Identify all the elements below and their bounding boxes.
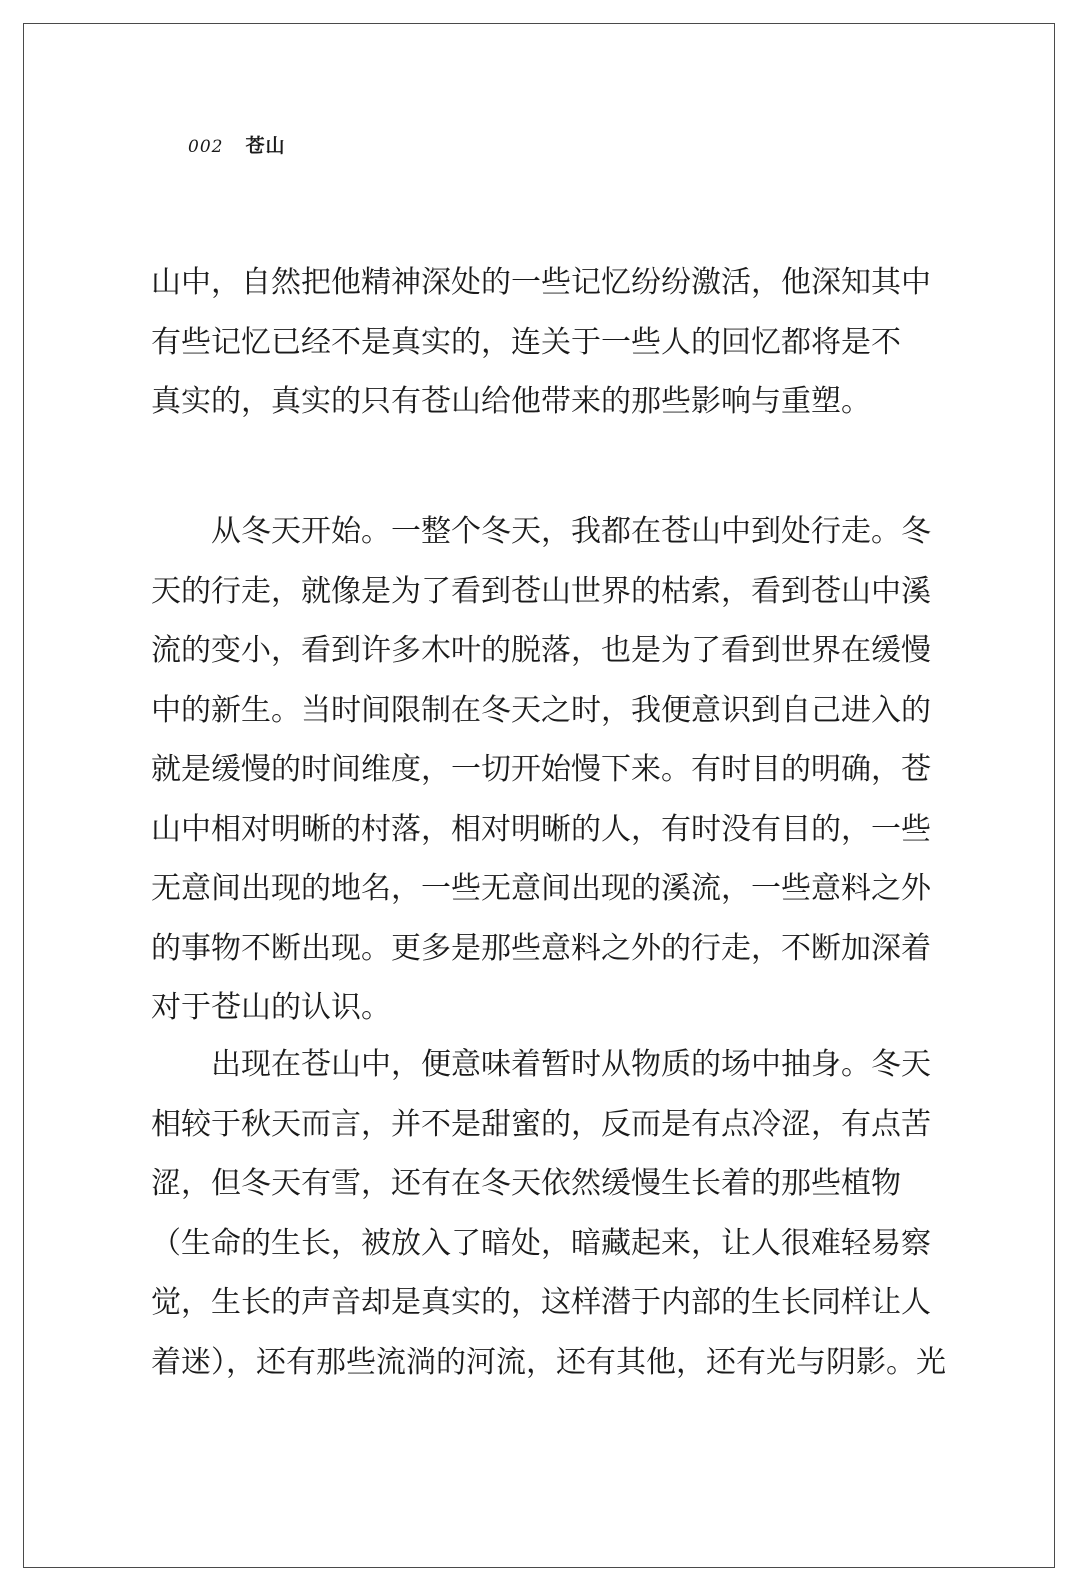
text-line: 天的行走，就像是为了看到苍山世界的枯索，看到苍山中溪 [151,573,931,609]
text-line: 中的新生。当时间限制在冬天之时，我便意识到自己进入的 [151,692,931,728]
text-line: 涩，但冬天有雪，还有在冬天依然缓慢生长着的那些植物 [151,1166,901,1201]
text-line: 觉，生长的声音却是真实的，这样潜于内部的生长同样让人 [151,1285,931,1320]
text-line: 出现在苍山中，便意味着暂时从物质的场中抽身。冬天 [211,1047,931,1082]
text-line: （生命的生长，被放入了暗处，暗藏起来，让人很难轻易察 [151,1225,931,1261]
text-line: 就是缓慢的时间维度，一切开始慢下来。有时目的明确，苍 [151,752,931,787]
paragraph-appearing-in-cangshan [151,1035,946,1392]
text-line: 真实的，真实的只有苍山给他带来的那些影响与重塑。 [151,384,871,419]
text-line: 相较于秋天而言，并不是甜蜜的，反而是有点冷涩，有点苦 [151,1106,931,1142]
text-line: 的事物不断出现。更多是那些意料之外的行走，不断加深着 [151,930,931,966]
text-line: 对于苍山的认识。 [151,990,391,1025]
text-line: 流的变小，看到许多木叶的脱落，也是为了看到世界在缓慢 [151,633,931,668]
text-line: 无意间出现的地名，一些无意间出现的溪流，一些意料之外 [151,871,931,906]
book-title: 苍山 [245,135,286,157]
page-number: 002 [188,137,224,157]
text-line: 着迷），还有那些流淌的河流，还有其他，还有光与阴影。光 [151,1344,946,1380]
text-line: 有些记忆已经不是真实的，连关于一些人的回忆都将是不 [151,324,901,360]
text-line: 山中，自然把他精神深处的一些记忆纷纷激活，他深知其中 [151,265,931,300]
paragraph-winter-walking [151,502,931,1038]
text-line: 山中相对明晰的村落，相对明晰的人，有时没有目的，一些 [151,811,931,847]
text-line: 从冬天开始。一整个冬天，我都在苍山中到处行走。冬 [211,514,931,549]
running-head [188,131,285,158]
paragraph-continued [151,253,931,432]
